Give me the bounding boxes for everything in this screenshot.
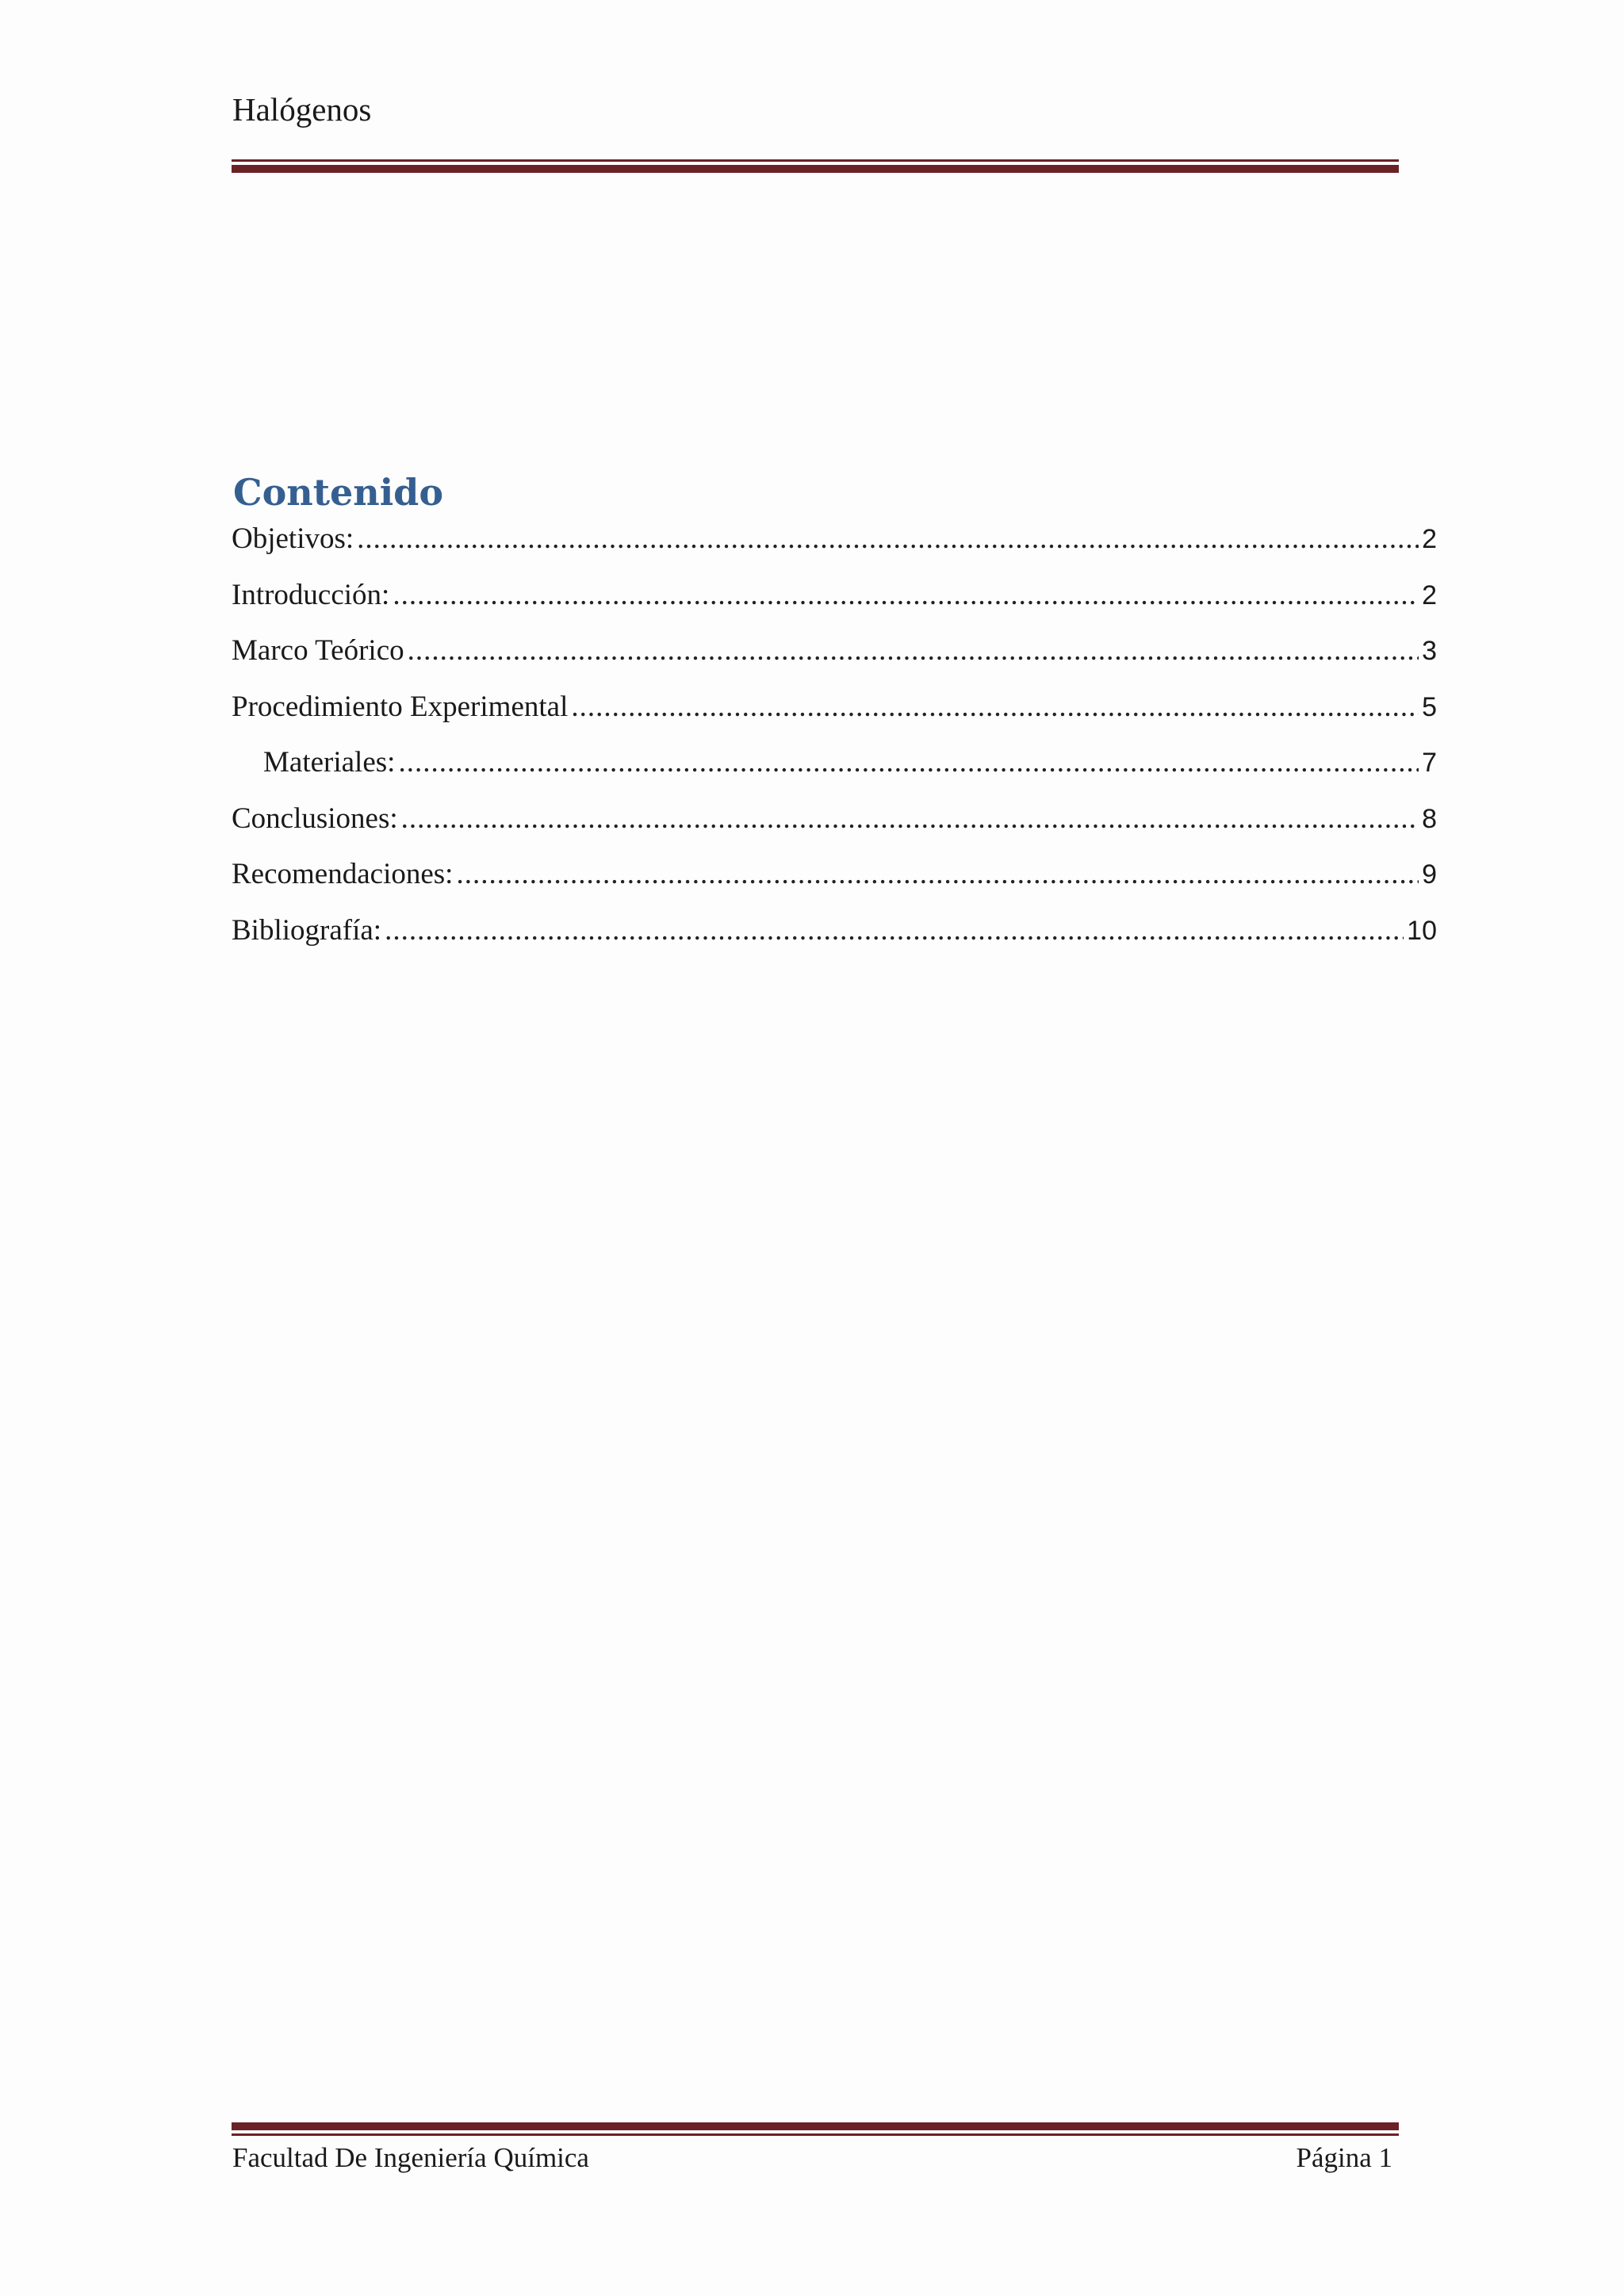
footer-faculty: Facultad De Ingeniería Química <box>232 2142 589 2173</box>
footer-row <box>232 2142 1399 2174</box>
toc-entry-bibliografia[interactable] <box>232 913 1437 970</box>
toc-entry-label: Introducción: <box>232 578 390 611</box>
page-footer <box>232 2122 1399 2174</box>
footer-rule-thin <box>232 2133 1399 2136</box>
toc-dot-leader <box>357 522 1419 556</box>
toc-list <box>232 522 1437 969</box>
toc-dot-leader <box>456 857 1419 891</box>
toc-entry-page: 5 <box>1422 691 1437 722</box>
toc-dot-leader <box>393 578 1419 612</box>
toc-entry-label: Conclusiones: <box>232 802 398 835</box>
toc-entry-label: Objetivos: <box>232 522 354 555</box>
toc-entry-label: Recomendaciones: <box>232 858 454 890</box>
toc-entry-label: Marco Teórico <box>232 634 404 667</box>
toc-entry-materiales[interactable] <box>232 745 1437 802</box>
toc-entry-page: 2 <box>1422 580 1437 610</box>
toc-dot-leader <box>571 690 1419 724</box>
toc-dot-leader <box>401 802 1419 836</box>
toc-heading: Contenido <box>233 471 444 514</box>
toc-entry-conclusiones[interactable] <box>232 802 1437 858</box>
toc-entry-page: 10 <box>1407 915 1437 946</box>
toc-entry-recomendaciones[interactable] <box>232 857 1437 913</box>
toc-entry-page: 3 <box>1422 636 1437 666</box>
toc-dot-leader <box>408 633 1419 668</box>
footer-rule-thick <box>232 2122 1399 2130</box>
footer-page-number: Página 1 <box>1296 2142 1392 2173</box>
toc-dot-leader <box>385 913 1404 947</box>
toc-entry-label: Bibliografía: <box>232 913 382 947</box>
header-rule-thick <box>232 165 1399 173</box>
page-header <box>232 91 1399 173</box>
toc-entry-label: Procedimiento Experimental <box>232 690 569 723</box>
toc-entry-introduccion[interactable] <box>232 578 1437 634</box>
toc-entry-page: 9 <box>1422 859 1437 890</box>
toc-entry-objetivos[interactable] <box>232 522 1437 578</box>
header-title: Halógenos <box>232 91 372 128</box>
table-of-contents <box>232 471 1437 969</box>
toc-entry-marco-teorico[interactable] <box>232 633 1437 690</box>
toc-entry-page: 8 <box>1422 803 1437 834</box>
toc-dot-leader <box>398 745 1419 779</box>
toc-entry-label: Materiales: <box>263 746 396 779</box>
toc-entry-page: 2 <box>1422 524 1437 554</box>
toc-entry-procedimiento-experimental[interactable] <box>232 690 1437 746</box>
toc-entry-page: 7 <box>1422 748 1437 778</box>
